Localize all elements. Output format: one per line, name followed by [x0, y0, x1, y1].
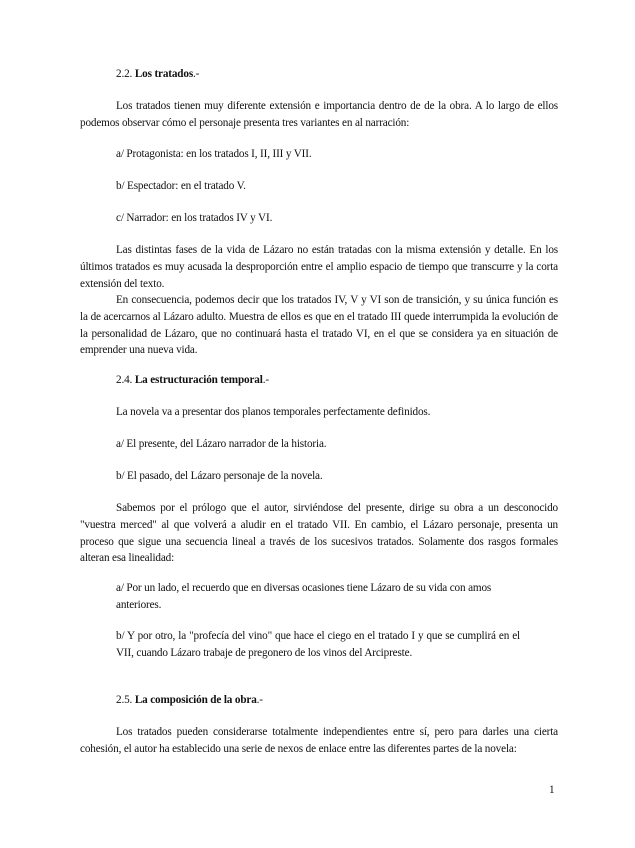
section-number: 2.2.	[116, 68, 133, 80]
section-heading-2-2	[116, 66, 199, 83]
list-item-presente: a/ El presente, del Lázaro narrador de la historia.	[116, 438, 327, 450]
section-number: 2.5.	[116, 694, 133, 706]
list-item-recuerdo: a/ Por un lado, el recuerdo que en diversas ocasiones tiene Lázaro de su vida con amos anteriores.	[116, 582, 492, 611]
paragraph-fases-vida: Las distintas fases de la vida de Lázaro no están tratadas con la misma extensión y detalle. En los últimos tratados es muy acusada la desproporción entre el amplio espacio de tiempo que transcurre y la corta extensión del texto.	[80, 244, 558, 290]
page-number: 1	[549, 784, 555, 796]
section-suffix: .-	[262, 374, 269, 386]
paragraph-planos-temporales: La novela va a presentar dos planos temporales perfectamente definidos.	[116, 406, 431, 418]
list-item-profecia: b/ Y por otro, la "profecía del vino" que hace el ciego en el tratado I y que se cumplirá en el VII, cuando Lázaro trabaje de pregonero de los vinos del Arcipreste.	[116, 630, 520, 659]
paragraph-composicion: Los tratados pueden considerarse totalmente independientes entre sí, pero para darles una cierta cohesión, el autor ha establecido una serie de nexos de enlace entre las diferentes partes de la novela:	[80, 726, 558, 755]
list-item-espectador: b/ Espectador: en el tratado V.	[116, 180, 246, 192]
list-item-pasado: b/ El pasado, del Lázaro personaje de la novela.	[116, 470, 323, 482]
paragraph-tratados-extension: Los tratados tienen muy diferente extensión e importancia dentro de de la obra. A lo largo de ellos podemos observar cómo el personaje presenta tres variantes en al narración:	[80, 100, 558, 129]
section-title: La estructuración temporal	[134, 374, 263, 386]
section-number: 2.4.	[116, 374, 133, 386]
section-suffix: .-	[193, 68, 200, 80]
paragraph-consecuencia: En consecuencia, podemos decir que los tratados IV, V y VI son de transición, y su única función es la de acercarnos al Lázaro adulto. Muestra de ellos es que en el tratado III quede interrumpida la evolución de la personalidad de Lázaro, que no continuará hasta el tratado VI, en el que se considera ya en situación de emprender una nueva vida.	[80, 294, 558, 357]
list-item-narrador: c/ Narrador: en los tratados IV y VI.	[116, 212, 273, 224]
section-title: La composición de la obra	[134, 694, 257, 706]
section-heading-2-4	[116, 372, 269, 389]
section-title: Los tratados	[134, 68, 194, 80]
list-item-protagonista: a/ Protagonista: en los tratados I, II, III y VII.	[116, 148, 312, 160]
section-heading-2-5	[116, 692, 263, 709]
paragraph-prologo: Sabemos por el prólogo que el autor, sirviéndose del presente, dirige su obra a un desconocido "vuestra merced" al que volverá a aludir en el tratado VII. En cambio, el Lázaro personaje, presenta un proceso que sigue una secuencia lineal a través de los sucesivos tratados. Solamente dos rasgos formales alteran esa linealidad:	[80, 502, 558, 565]
section-suffix: .-	[256, 694, 263, 706]
